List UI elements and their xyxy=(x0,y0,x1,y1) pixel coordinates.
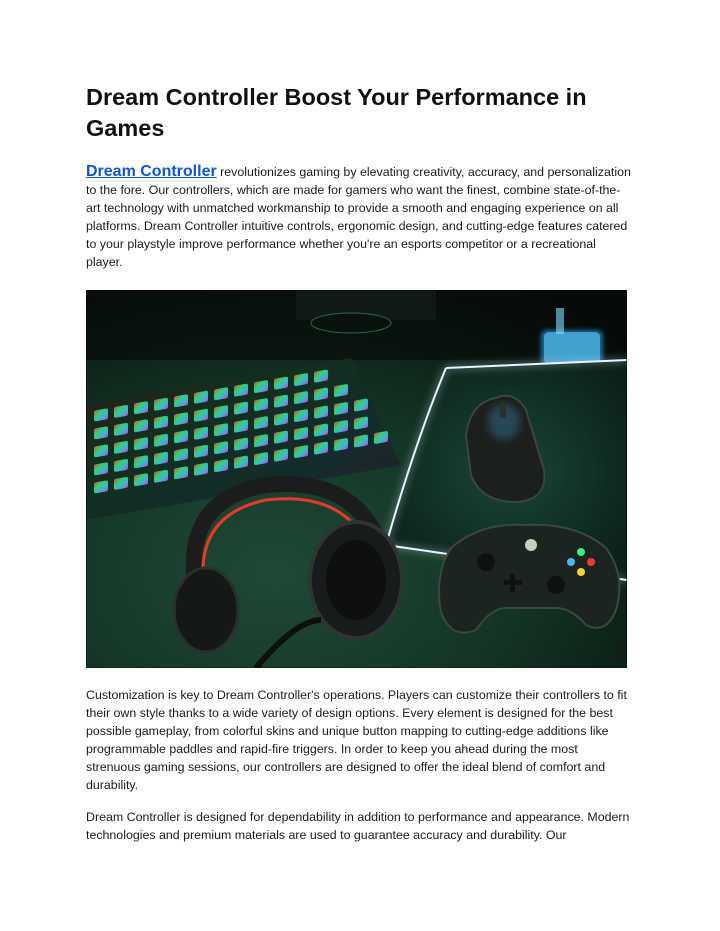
dream-controller-link[interactable]: Dream Controller xyxy=(86,163,217,180)
intro-text: revolutionizes gaming by elevating creativity, accuracy, and personalization to the fore. Our controllers, which are made for gamers who want the finest, combine state-of-the-art technology with unmatched workmanship to provide a smooth and engaging experience on all platforms. Dream Controller intuitive controls, ergonomic design, and cutting-edge features catered to your playstyle improve performance whether you're an esports competitor or a recreational player. xyxy=(86,165,631,269)
customization-paragraph: Customization is key to Dream Controller's operations. Players can customize their controllers to fit their own style thanks to a wide variety of design options. Every element is designed for the best possible gameplay, from colorful skins and unique button mapping to cutting-edge additions like programmable paddles and rapid-fire triggers. In order to keep you ahead during the most strenuous gaming sessions, our controllers are designed to offer the ideal blend of comfort and durability. xyxy=(86,688,627,792)
gaming-setup-illustration xyxy=(86,290,627,668)
page-title: Dream Controller Boost Your Performance in Games xyxy=(86,84,587,141)
intro-paragraph xyxy=(86,163,634,271)
hero-image xyxy=(86,290,627,668)
dependability-paragraph: Dream Controller is designed for dependability in addition to performance and appearance. Modern technologies and premium materials are used to guarantee accuracy and durability. Our xyxy=(86,810,630,842)
